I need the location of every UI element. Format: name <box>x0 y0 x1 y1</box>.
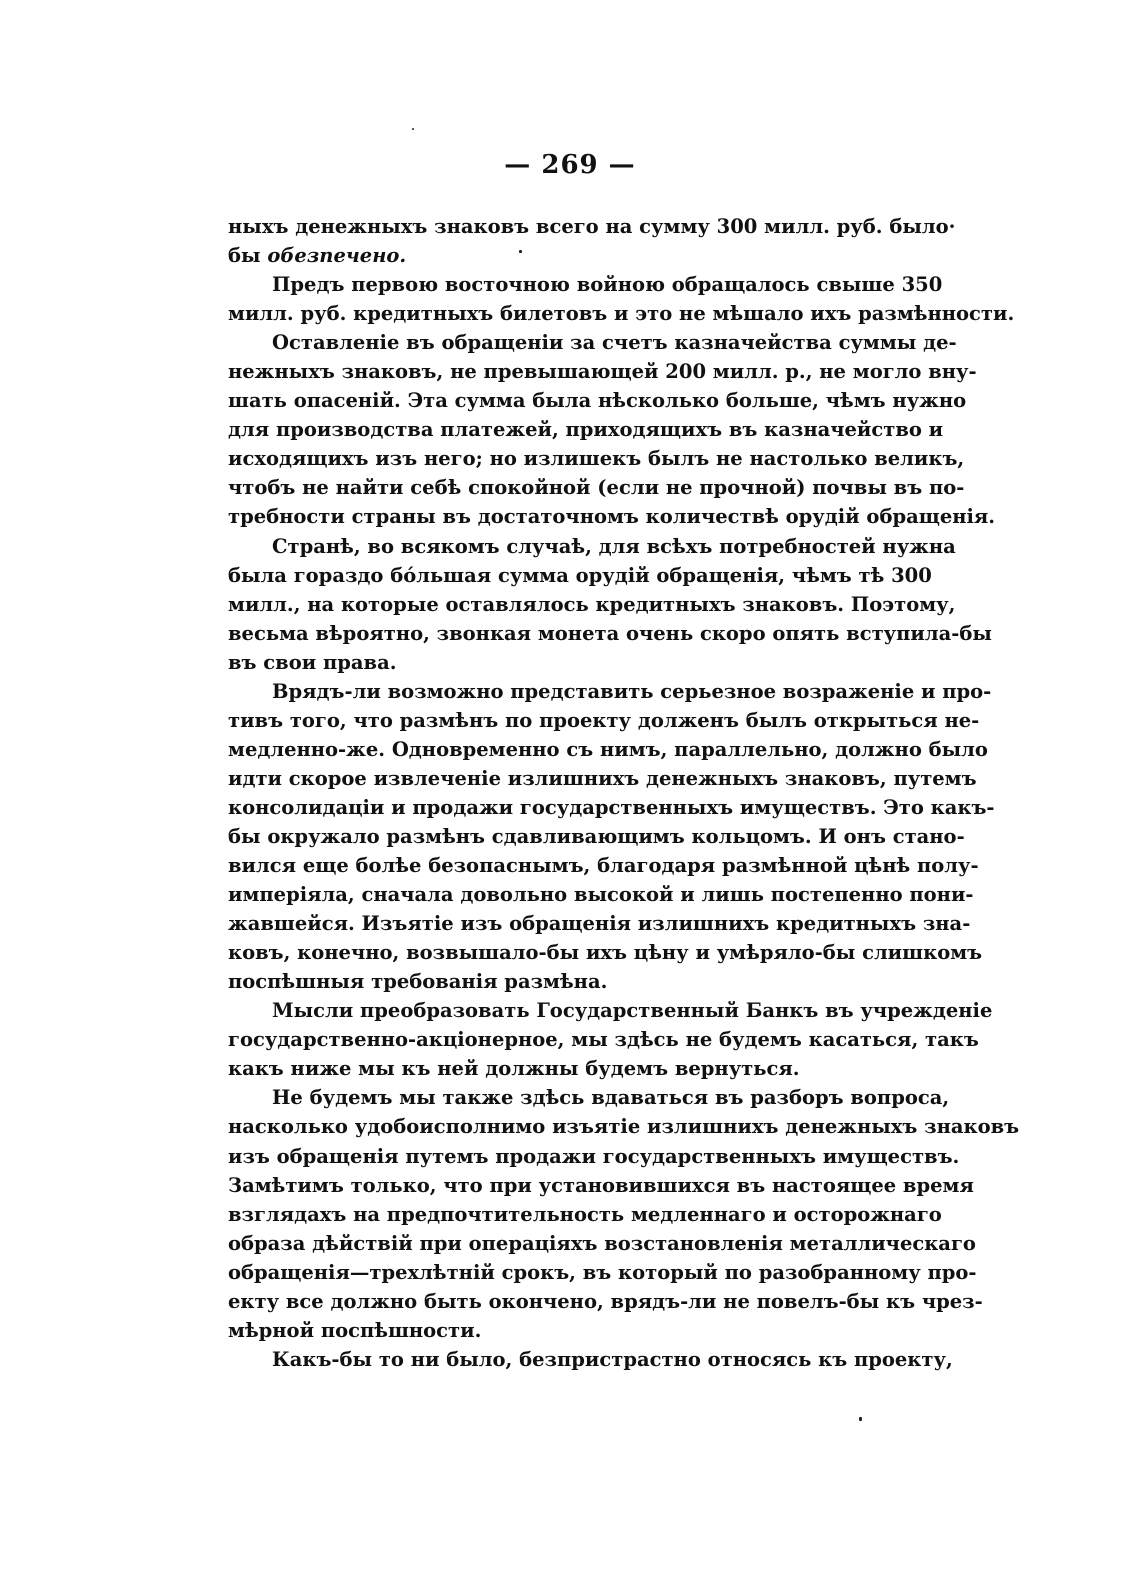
text-line-content: милл. руб. кредитныхъ билетовъ и это не мѣшало ихъ размѣнности. <box>228 302 1015 326</box>
text-line-content: какъ ниже мы къ ней должны будемъ вернуться. <box>228 1057 800 1081</box>
text-line <box>228 1316 904 1345</box>
text-line-content: вился еще болѣе безопаснымъ, благодаря размѣнной цѣнѣ полу- <box>228 854 979 878</box>
speck-mark <box>859 1417 862 1421</box>
text-line <box>228 590 956 619</box>
text-line-content: медленно-же. Одновременно съ нимъ, параллельно, должно было <box>228 737 988 761</box>
text-line <box>228 648 904 677</box>
text-line <box>228 270 943 299</box>
text-line-content: для производства платежей, приходящихъ въ казначейство и <box>228 418 944 442</box>
text-line <box>228 619 992 648</box>
text-line <box>228 677 992 706</box>
text-line-content: тивъ того, что размѣнъ по проекту долженъ былъ открыться не- <box>228 708 980 732</box>
text-line-content: Врядъ-ли возможно представить серьезное возраженіе и про- <box>272 679 992 703</box>
text-line <box>228 241 904 270</box>
text-line <box>228 473 965 502</box>
text-line-content: требности страны въ достаточномъ количествѣ орудій обращенія. <box>228 505 996 529</box>
text-line <box>228 415 944 444</box>
text-line <box>228 996 993 1025</box>
text-line <box>228 299 1015 328</box>
text-line-content: весьма вѣроятно, звонкая монета очень скоро опять вступила-бы <box>228 621 992 645</box>
text-line-content: Не будемъ мы также здѣсь вдаваться въ разборъ вопроса, <box>272 1086 950 1110</box>
text-line <box>228 1054 904 1083</box>
text-line-content: обращенія—трехлѣтній срокъ, въ который по разобранному про- <box>228 1260 977 1284</box>
text-line-content: имперіяла, сначала довольно высокой и лишь постепенно пони- <box>228 883 974 907</box>
text-line <box>228 328 957 357</box>
text-line <box>228 793 995 822</box>
text-line <box>228 1112 1020 1141</box>
body-text <box>228 212 1020 1374</box>
text-line <box>228 764 977 793</box>
text-line-content: Странѣ, во всякомъ случаѣ, для всѣхъ потребностей нужна <box>272 534 956 558</box>
text-line-content: Мысли преобразовать Государственный Банкъ въ учрежденіе <box>272 999 993 1023</box>
text-line <box>228 561 932 590</box>
text-line-content: насколько удобоисполнимо изъятіе излишнихъ денежныхъ знаковъ <box>228 1115 1020 1139</box>
text-line <box>228 1200 942 1229</box>
text-line <box>228 880 974 909</box>
text-line-content: чтобъ не найти себѣ спокойной (если не прочной) почвы въ по- <box>228 476 965 500</box>
text-line <box>228 706 980 735</box>
speck-mark <box>519 250 522 253</box>
text-line-content: шать опасеній. Эта сумма была нѣсколько больше, чѣмъ нужно <box>228 389 967 413</box>
text-line-content: ныхъ денежныхъ знаковъ всего на сумму 300 милл. руб. было· <box>228 215 956 238</box>
text-line-content: ковъ, конечно, возвышало-бы ихъ цѣну и умѣряло-бы слишкомъ <box>228 941 983 965</box>
text-line <box>228 444 965 473</box>
text-line-content: идти скорое извлеченіе излишнихъ денежныхъ знаковъ, путемъ <box>228 766 977 790</box>
page-number: — 269 — <box>504 150 636 180</box>
text-line <box>228 357 977 386</box>
text-line <box>228 1258 977 1287</box>
text-line-content: екту все должно быть окончено, врядъ-ли не повелъ-бы къ чрез- <box>228 1289 983 1313</box>
text-line <box>228 212 956 241</box>
text-line-content: милл., на которые оставлялось кредитныхъ знаковъ. Поэтому, <box>228 592 956 616</box>
text-line-content: исходящихъ изъ него; но излишекъ былъ не настолько великъ, <box>228 447 965 471</box>
text-line-content: Предъ первою восточною войною обращалось свыше 350 <box>272 273 943 297</box>
text-line-content: мѣрной поспѣшности. <box>228 1318 482 1342</box>
text-line-content: образа дѣйствій при операціяхъ возстановленія металлическаго <box>228 1231 976 1255</box>
text-line <box>228 1025 979 1054</box>
text-line <box>228 1171 974 1200</box>
text-line <box>228 1345 953 1374</box>
text-line <box>228 1083 950 1112</box>
text-line <box>228 1142 960 1171</box>
text-line-content: государственно-акціонерное, мы здѣсь не будемъ касаться, такъ <box>228 1028 979 1052</box>
text-line <box>228 735 988 764</box>
text-line <box>228 386 967 415</box>
text-line-content: взглядахъ на предпочтительность медленнаго и осторожнаго <box>228 1202 942 1226</box>
text-line-content: была гораздо бо́льшая сумма орудій обращенія, чѣмъ тѣ 300 <box>228 563 932 587</box>
italic-emphasis: обезпечено. <box>267 244 407 268</box>
text-line <box>228 967 904 996</box>
text-line-content: нежныхъ знаковъ, не превышающей 200 милл. р., не могло вну- <box>228 360 977 384</box>
text-line <box>228 1229 976 1258</box>
text-line-content: бы окружало размѣнъ сдавливающимъ кольцомъ. И онъ стано- <box>228 824 965 848</box>
text-line <box>228 532 956 561</box>
text-line-content: Какъ-бы то ни было, безпристрастно относясь къ проекту, <box>272 1347 953 1371</box>
text-line <box>228 1287 983 1316</box>
text-line-content: изъ обращенія путемъ продажи государственныхъ имуществъ. <box>228 1144 960 1168</box>
text-line-content: Оставленіе въ обращеніи за счетъ казначейства суммы де- <box>272 331 957 355</box>
text-line-content: въ свои права. <box>228 650 397 674</box>
text-line <box>228 909 971 938</box>
text-line <box>228 851 979 880</box>
speck-mark <box>412 128 414 130</box>
text-line <box>228 938 983 967</box>
text-line <box>228 822 965 851</box>
text-line-content: жавшейся. Изъятіе изъ обращенія излишнихъ кредитныхъ зна- <box>228 912 971 936</box>
text-line-content: консолидаціи и продажи государственныхъ имуществъ. Это какъ- <box>228 795 995 819</box>
text-line-content: бы <box>228 244 268 268</box>
text-line-content: Замѣтимъ только, что при установившихся въ настоящее время <box>228 1173 974 1197</box>
text-line <box>228 502 996 531</box>
text-line-content: поспѣшныя требованія размѣна. <box>228 970 608 994</box>
